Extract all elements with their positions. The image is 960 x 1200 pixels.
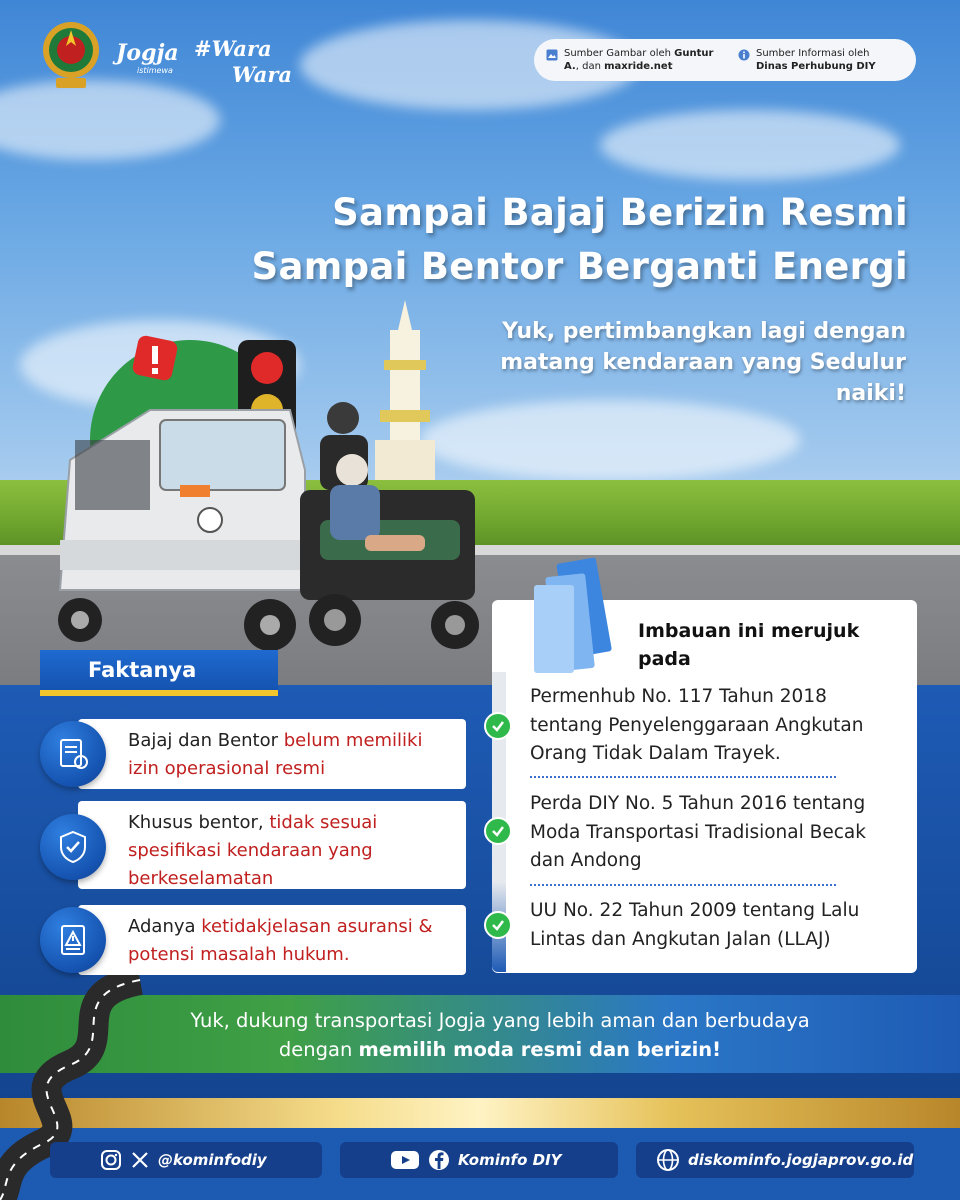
- source-image-sep: , dan: [575, 61, 605, 72]
- fact-item-3: [78, 905, 466, 975]
- facebook-icon: [428, 1149, 450, 1171]
- source-image-credit: [546, 47, 724, 73]
- website-url: diskominfo.jogjaprov.go.id: [688, 1151, 914, 1169]
- image-icon: [546, 49, 558, 61]
- source-image-label: Sumber Gambar oleh: [564, 48, 675, 59]
- brand-logo-text: Jogja: [116, 40, 179, 66]
- fact-item-2: [78, 801, 466, 889]
- cta-line1: Yuk, dukung transportasi Jogja yang lebih aman dan berbudaya: [190, 1009, 810, 1032]
- video-handle-pill[interactable]: [340, 1142, 618, 1178]
- hashtag-line2: Wara: [232, 62, 293, 87]
- passenger-head: [336, 454, 368, 486]
- source-info-agency: Dinas Perhubung DIY: [756, 61, 876, 72]
- reference-item-3: UU No. 22 Tahun 2009 tentang Lalu Lintas dan Angkutan Jalan (LLAJ): [530, 900, 860, 950]
- headline-line2: Sampai Bentor Berganti Energi: [251, 245, 908, 288]
- check-icon: [484, 911, 512, 939]
- warning-icon: [131, 334, 178, 381]
- headline-line1: Sampai Bajaj Berizin Resmi: [332, 191, 908, 234]
- social-handle-pill[interactable]: [50, 1142, 322, 1178]
- rider-helmet: [327, 402, 359, 434]
- source-image-site: maxride.net: [604, 61, 673, 72]
- instagram-icon: [100, 1149, 122, 1171]
- source-image-name-initial: A.: [564, 61, 576, 72]
- tugu-monument-icon: [375, 300, 435, 480]
- subheadline: Yuk, pertimbangkan lagi dengan matang kendaraan yang Sedulur naiki!: [500, 319, 906, 406]
- fact-3-text: Adanya: [128, 916, 202, 937]
- fact-1-highlight: belum memiliki izin operasional resmi: [128, 730, 423, 779]
- info-icon: [738, 49, 750, 61]
- vehicles-illustration: [0, 290, 500, 670]
- social-handle: @kominfodiy: [158, 1151, 267, 1169]
- divider: [530, 776, 836, 778]
- source-info-credit: [738, 47, 876, 73]
- cta-line2: dengan: [278, 1038, 359, 1061]
- document-check-icon: [40, 721, 106, 787]
- check-icon: [484, 817, 512, 845]
- fact-3-highlight: ketidakjelasan asuransi & potensi masalah hukum.: [128, 916, 433, 965]
- reference-item-2: Perda DIY No. 5 Tahun 2016 tentang Moda Transportasi Tradisional Becak dan Andong: [530, 793, 866, 871]
- source-image-name: Guntur: [674, 48, 714, 59]
- references-title: Imbauan ini merujuk pada: [638, 620, 860, 670]
- brand-logo-subtext: istimewa: [137, 66, 173, 75]
- dиy-crest-logo: [40, 16, 102, 94]
- fact-item-1: [78, 719, 466, 789]
- facts-title: Faktanya: [40, 650, 278, 696]
- books-icon: [530, 555, 622, 675]
- video-handle: Kominfo DIY: [458, 1151, 562, 1169]
- headline: [252, 186, 908, 294]
- alert-document-icon: [40, 907, 106, 973]
- reference-item-1: Permenhub No. 117 Tahun 2018 tentang Penyelenggaraan Angkutan Orang Tidak Dalam Trayek.: [530, 686, 864, 764]
- youtube-icon: [390, 1149, 420, 1171]
- fact-1-text: Bajaj dan Bentor: [128, 730, 284, 751]
- fact-2-highlight: tidak sesuai spesifikasi kendaraan yang berkeselamatan: [128, 812, 378, 889]
- divider: [530, 884, 836, 886]
- globe-icon: [656, 1148, 680, 1172]
- website-pill[interactable]: [636, 1142, 914, 1178]
- check-icon: [484, 712, 512, 740]
- bajaj-vehicle: [58, 410, 310, 651]
- source-info-label: Sumber Informasi oleh: [756, 48, 870, 59]
- shield-check-icon: [40, 814, 106, 880]
- hashtag-line1: #Wara: [194, 36, 272, 61]
- hashtag-logo: [194, 36, 292, 88]
- cta-line2-bold: memilih moda resmi dan berizin!: [358, 1038, 722, 1061]
- bentor-vehicle: [300, 402, 479, 649]
- source-credits: [534, 39, 916, 81]
- cta-text: [120, 1006, 880, 1064]
- x-twitter-icon: [130, 1150, 150, 1170]
- fact-2-text: Khusus bentor,: [128, 812, 270, 833]
